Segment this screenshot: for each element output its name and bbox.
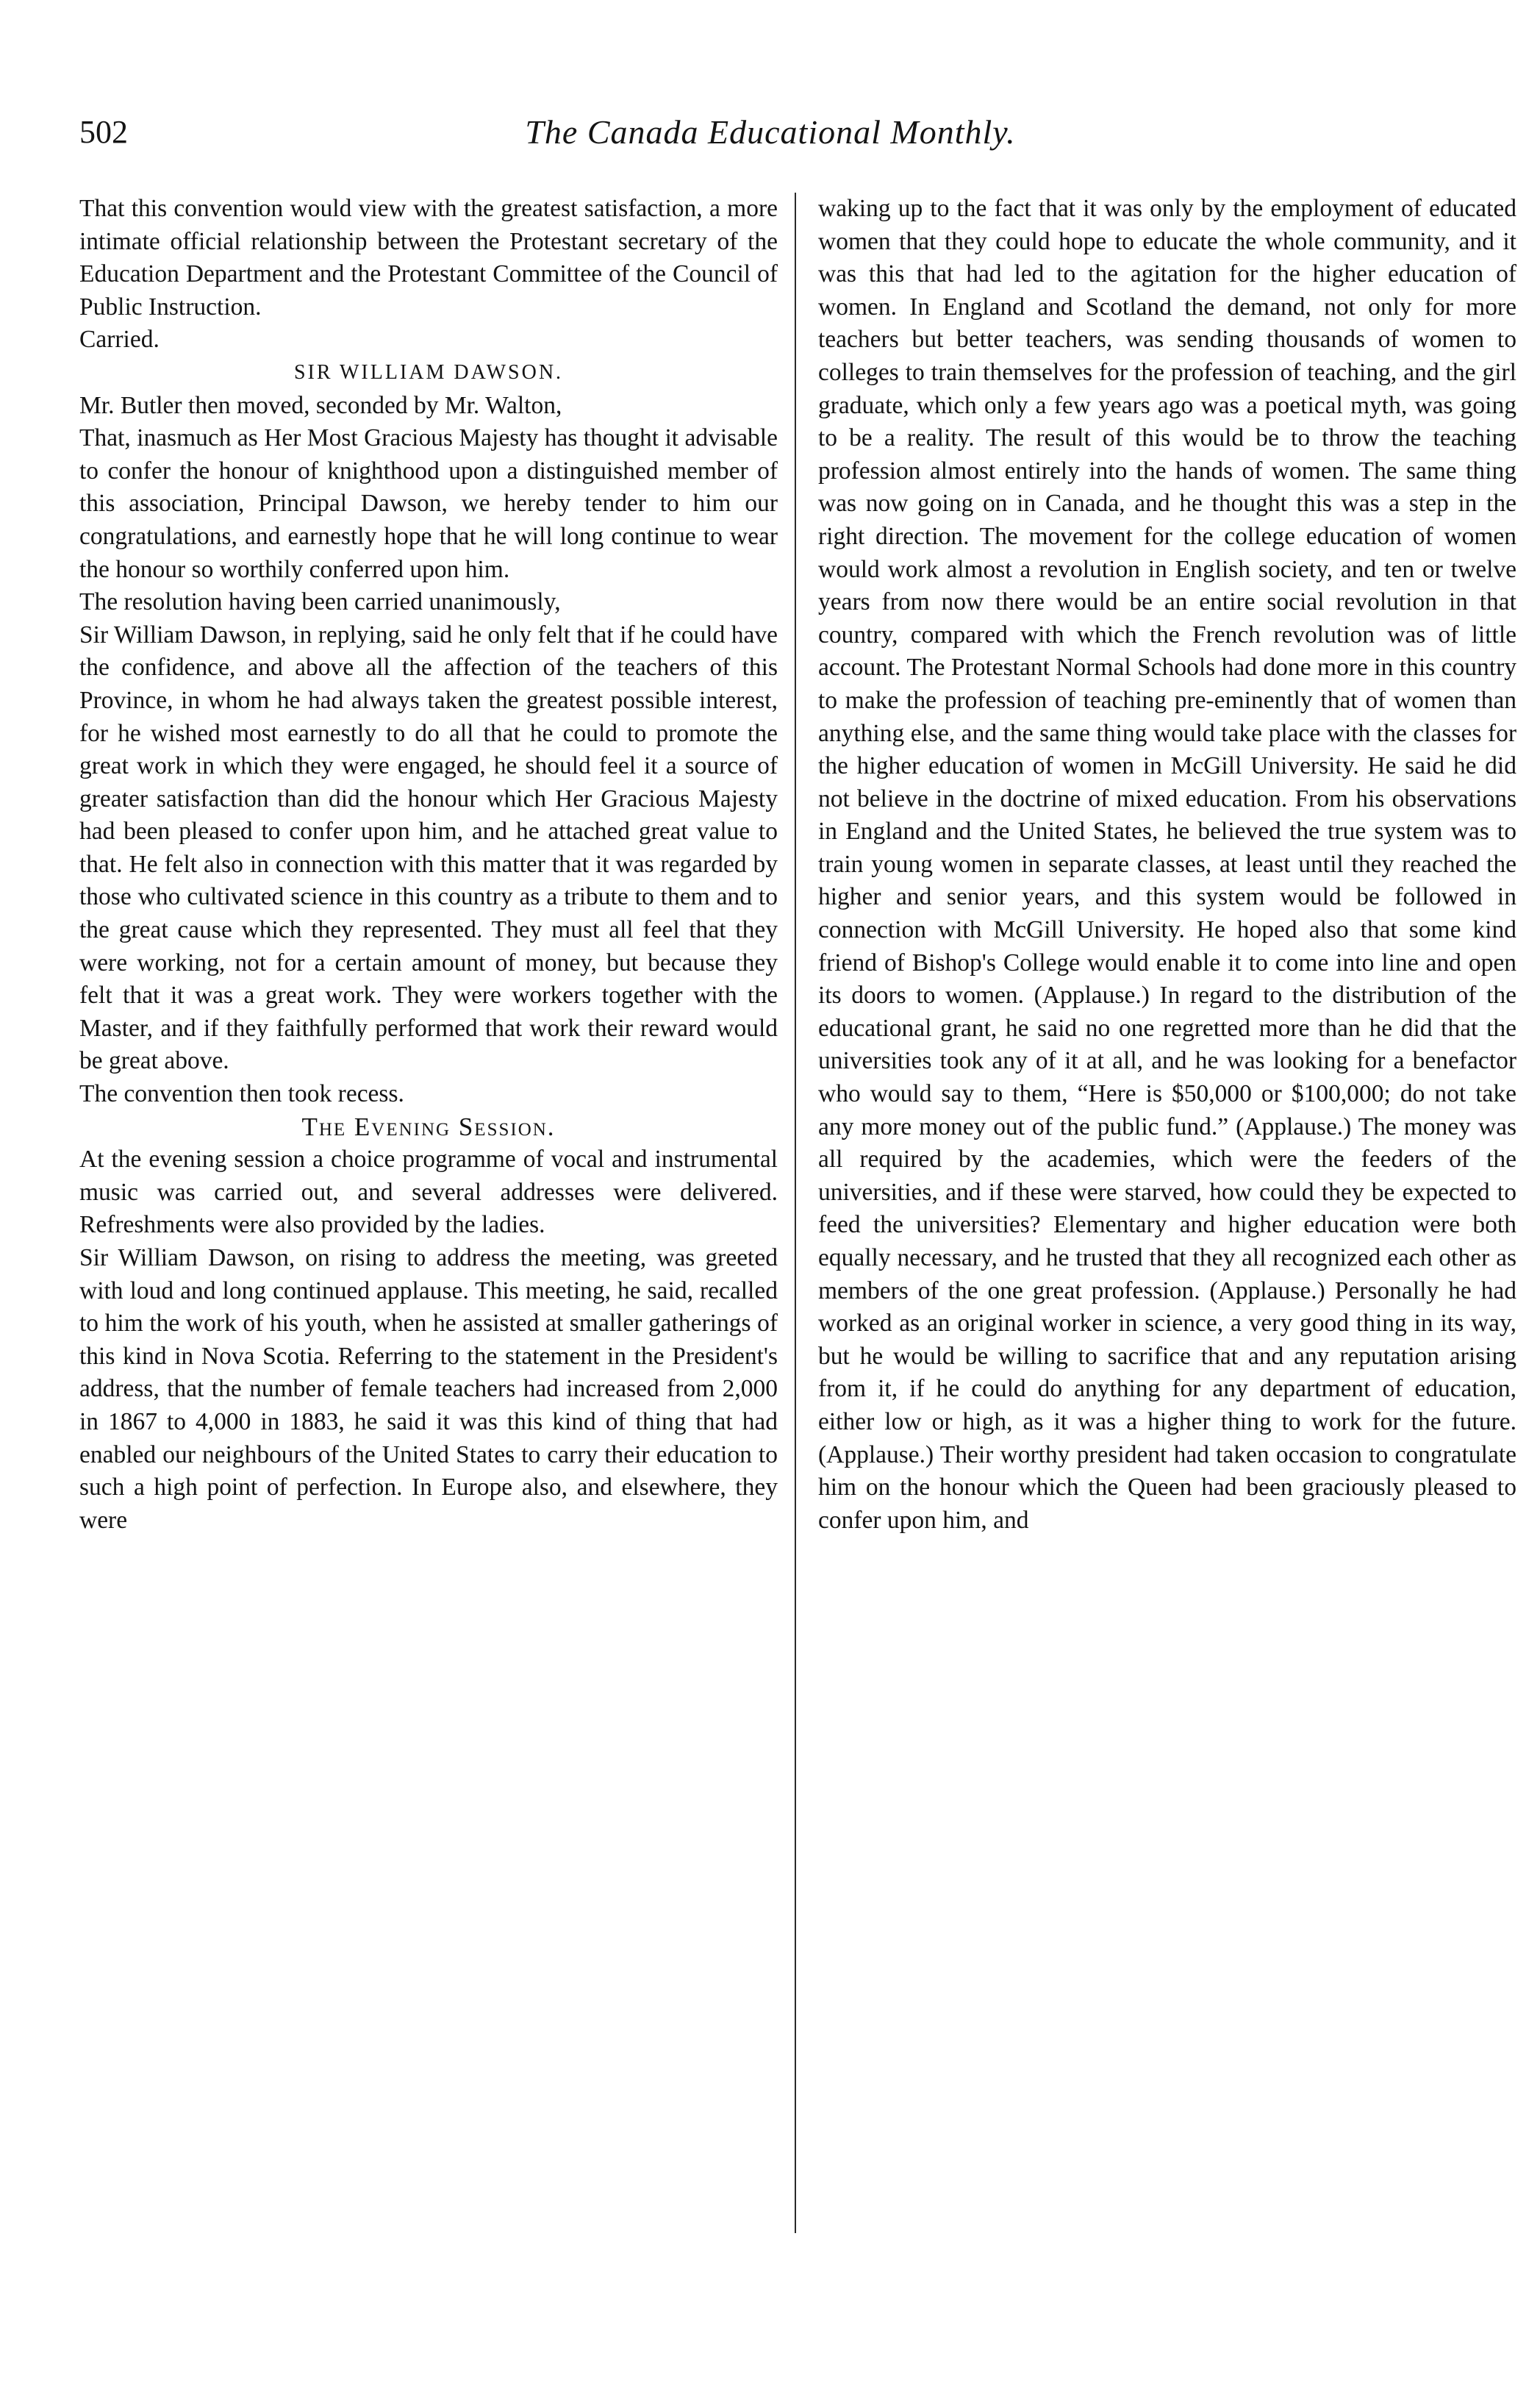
carried-line: Carried. (79, 326, 160, 354)
page-number: 502 (79, 114, 128, 150)
resolution-paragraph: That this convention would view with the greatest satisfaction, a more intimate official relationship between the Protestant secretary of the Education Department and the Protestant Committee of the Council of Public Instruction. (79, 195, 778, 321)
section-heading-dawson: SIR WILLIAM DAWSON. (293, 360, 564, 384)
address-continuation-paragraph: waking up to the fact that it was only by the employment of educated women that they could hope to educate the whole community, and it was this that had led to the agitation for the higher education of women. In England and Scotland the demand, not only for more teachers but better teachers, was sending thousands of women to colleges to train themselves for the profession of teaching, and the girl graduate, which only a few years ago was a poetical myth, was going to be a reality. The result of this would be to throw the teaching profession almost entirely into the hands of women. The same thing was now going on in Canada, and he thought this was a step in the right direction. The movement for the college education of women would work almost a revolution in English society, and ten or twelve years from now there would be an entire social revolution in that country, compared with which the French revolution was of little account. The Protestant Normal Schools had done more in this country to make the profession of teaching pre-eminently that of women than anything else, and the same thing would take place with the classes for the higher education of women in McGill University. He said he did not believe in the doctrine of mixed education. From his observations in England and the United States, he believed the true system was to train young women in separate classes, at least until they reached the higher and senior years, and this system would be followed in connection with McGill University. He hoped also that some kind friend of Bishop's College would enable it to come into line and open its doors to women. (Applause.) In regard to the distribution of the educational grant, he said no one regretted more than he did that the universities took any of it at all, and he was looking for a benefactor who would say to them, “Here is $50,000 or $100,000; do not take any more money out of the public fund.” (Applause.) The money was all required by the academies, which were the feeders of the universities, and if these were starved, how could they be expected to feed the universities? Elementary and higher education were both equally necessary, and he trusted that they all recognized each other as members of the one great profession. (Applause.) Personally he had worked as an original worker in science, a very good thing in its way, but he would be willing to sacrifice that and any reputation arising from it, if he could do anything for any department of education, either low or high, as it was a higher thing to work for the future. (Applause.) Their worthy president had taken occasion to congratulate him on the honour which the Queen had been graciously pleased to confer upon him, and (818, 195, 1516, 1534)
section-heading-evening-session: The Evening Session. (301, 1112, 556, 1141)
motion-paragraph: Mr. Butler then moved, seconded by Mr. Walton, (79, 391, 562, 419)
evening-programme-paragraph: At the evening session a choice programme of vocal and instrumental music was carried out, and several addresses were delivered. Refreshments were also provided by the ladies. (79, 1146, 778, 1239)
dawson-address-paragraph: Sir William Dawson, on rising to address the meeting, was greeted with loud and long continued applause. This meeting, he said, recalled to him the work of his youth, when he assisted at smaller gatherings of this kind in Nova Scotia. Referring to the statement in the President's address, that the number of female teachers had increased from 2,000 in 1867 to 4,000 in 1883, he said it was this kind of thing that had enabled our neighbours of the United States to carry their education to such a high point of perfection. In Europe also, and elsewhere, they were (79, 1244, 778, 1534)
column-divider (795, 193, 796, 2233)
dawson-reply-paragraph: Sir William Dawson, in replying, said he only felt that if he could have the confidence, and above all the affection of the teachers of this Province, in whom he had always taken the greatest possible interest, for he wished most earnestly to do all that he could to promote the great work in which they were engaged, he should feel it a source of greater satisfaction than did the honour which Her Gracious Majesty had been pleased to confer upon him, and he attached great value to that. He felt also in connection with this matter that it was regarded by those who cultivated science in this country as a tribute to them and to the great cause which they represented. They must all feel that they were working, not for a certain amount of money, but because they felt that it was a great work. They were workers together with the Master, and if they faithfully performed that work their reward would be great above. (79, 621, 778, 1075)
left-column (79, 193, 778, 1537)
journal-title: The Canada Educational Monthly. (525, 113, 1016, 151)
right-column (818, 193, 1516, 1537)
recess-paragraph: The convention then took recess. (79, 1080, 404, 1108)
running-head (79, 110, 1461, 162)
unanimous-paragraph: The resolution having been carried unanimously, (79, 588, 561, 616)
congratulation-resolution: That, inasmuch as Her Most Gracious Majesty has thought it advisable to confer the honour of knighthood upon a distinguished member of this association, Principal Dawson, we hereby tender to him our congratulations, and earnestly hope that he will long continue to wear the honour so worthily conferred upon him. (79, 424, 778, 583)
